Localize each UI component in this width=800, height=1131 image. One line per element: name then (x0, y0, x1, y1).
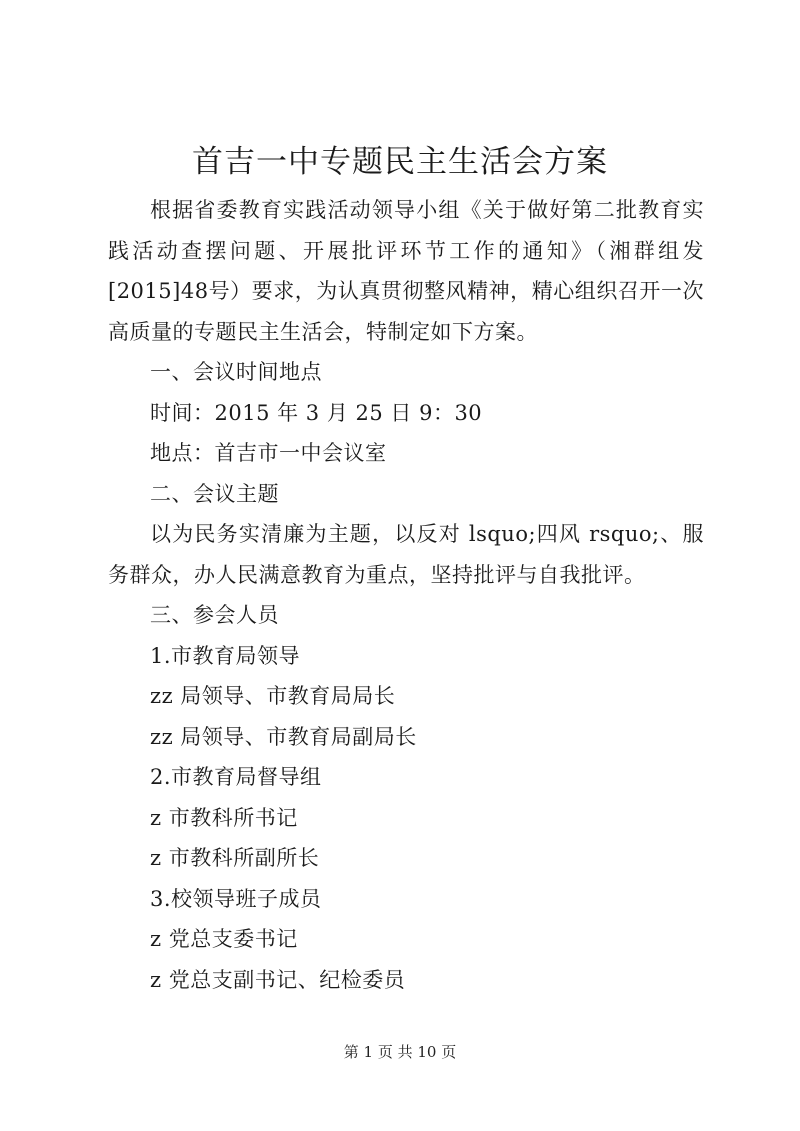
page-number-footer: 第 1 页 共 10 页 (343, 1043, 457, 1061)
document-body (108, 190, 704, 1000)
attendee-line: z 市教科所书记 (150, 805, 298, 830)
meeting-time: 时间：2015 年 3 月 25 日 9：30 (150, 400, 483, 425)
attendee-line: zz 局领导、市教育局局长 (150, 684, 396, 708)
section-heading-theme: 二、会议主题 (150, 481, 279, 506)
section-heading-time-place: 一、会议时间地点 (150, 360, 322, 384)
attendee-line: z 市教科所副所长 (150, 846, 320, 870)
attendee-line: z 党总支委书记 (150, 927, 298, 951)
attendee-line: 2.市教育局督导组 (150, 765, 322, 789)
document-title: 首吉一中专题民主生活会方案 (192, 144, 608, 180)
attendee-line: 3.校领导班子成员 (150, 886, 322, 911)
meeting-place: 地点：首吉市一中会议室 (150, 441, 387, 465)
theme-paragraph: 以为民务实清廉为主题，以反对 lsquo;四风 rsquo;、服务群众，办人民满意教育为重点，坚持批评与自我批评。 (108, 522, 704, 587)
attendee-line: zz 局领导、市教育局副局长 (150, 724, 417, 749)
intro-paragraph: 根据省委教育实践活动领导小组《关于做好第二批教育实践活动查摆问题、开展批评环节工作的通知》（湘群组发[2015]48号）要求，为认真贯彻整风精神，精心组织召开一次高质量的专题民主生活会，特制定如下方案。 (108, 198, 704, 344)
attendee-line: 1.市教育局领导 (150, 643, 301, 668)
attendee-line: z 党总支副书记、纪检委员 (150, 967, 406, 992)
section-heading-attendees: 三、参会人员 (150, 603, 279, 627)
